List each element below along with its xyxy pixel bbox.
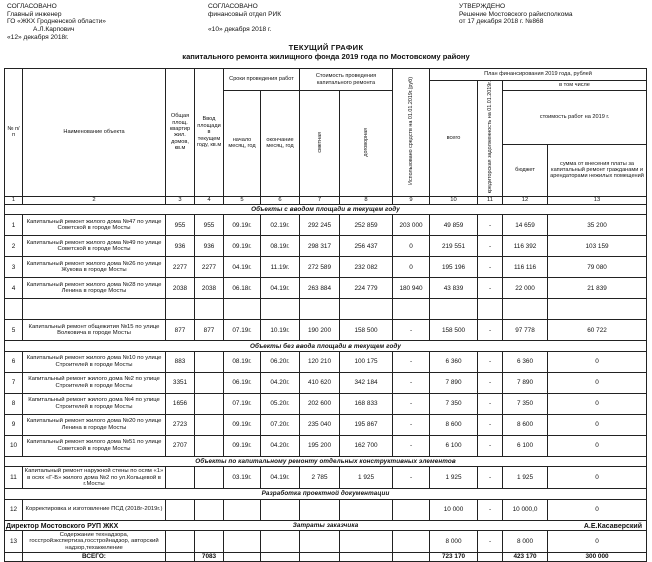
- cell-credit: -: [478, 414, 503, 435]
- cell-credit: -: [478, 236, 503, 257]
- column-number: 13: [548, 196, 647, 204]
- cell-credit: [478, 299, 503, 320]
- table-row: [5, 499, 647, 520]
- cell-object-name: Капитальный ремонт жилого дома №10 по улице Строителей в городе Мосты: [23, 351, 166, 372]
- cell-total: 219 551: [430, 236, 478, 257]
- cell-used: [393, 499, 430, 520]
- cell-budget: 116 392: [503, 236, 548, 257]
- table-row: [5, 320, 647, 341]
- cell-contract: 168 833: [340, 393, 393, 414]
- cell-budget: 7 350: [503, 393, 548, 414]
- header-area: Общая площ. квартир жил. домов, кв.м: [166, 69, 195, 197]
- cell-start: 03.19г.: [224, 467, 261, 489]
- cell-fees: 103 159: [548, 236, 647, 257]
- cell-end: [261, 531, 300, 553]
- cell-budget: 6 360: [503, 351, 548, 372]
- cell-start: 09.19г.: [224, 414, 261, 435]
- approval-date: «10» декабря 2018 г.: [208, 26, 272, 34]
- cell-total: 723 170: [430, 553, 478, 562]
- cell-fees: 21 839: [548, 278, 647, 299]
- cell-commission: [195, 414, 224, 435]
- cell-area: [166, 531, 195, 553]
- cell-total: 43 839: [430, 278, 478, 299]
- cell-commission: [195, 499, 224, 520]
- cell-credit: -: [478, 531, 503, 553]
- approval-line: ГО «ЖКХ Гродненской области»: [7, 18, 106, 26]
- cell-estimate: [300, 531, 340, 553]
- header-name: Наименование объекта: [23, 69, 166, 197]
- section-title: Затраты заказчика: [5, 520, 647, 531]
- cell-end: 10.19г.: [261, 320, 300, 341]
- header-estimate: [300, 91, 340, 197]
- cell-fees: 0: [548, 393, 647, 414]
- cell-object-name: Капитальный ремонт жилого дома №49 по улице Советской в городе Мосты: [23, 236, 166, 257]
- cell-num: [5, 553, 23, 562]
- header-total: всего: [430, 81, 478, 197]
- cell-start: 06.18г.: [224, 278, 261, 299]
- cell-used: -: [393, 372, 430, 393]
- cell-used: -: [393, 414, 430, 435]
- cell-estimate: 263 884: [300, 278, 340, 299]
- approval-heading: СОГЛАСОВАНО: [7, 3, 57, 10]
- section-row: [5, 456, 647, 467]
- cell-end: [261, 299, 300, 320]
- cell-num: 9: [5, 414, 23, 435]
- approval-executive-committee: [459, 3, 573, 26]
- cell-estimate: 298 317: [300, 236, 340, 257]
- column-number: 11: [478, 196, 503, 204]
- cell-end: 04.19г.: [261, 278, 300, 299]
- header-budget: бюджет: [503, 144, 548, 196]
- column-number: 10: [430, 196, 478, 204]
- cell-total: 8 600: [430, 414, 478, 435]
- cell-num: 3: [5, 257, 23, 278]
- cell-commission: 877: [195, 320, 224, 341]
- cell-area: [166, 499, 195, 520]
- cell-total: 7 350: [430, 393, 478, 414]
- director-signature: А.Е.Касаверский: [583, 523, 642, 530]
- table-row: [5, 414, 647, 435]
- header-used-text: Использовано средств на 01.01.2019г.(руб): [408, 77, 415, 186]
- cell-num: 1: [5, 215, 23, 236]
- cell-contract: 1 925: [340, 467, 393, 489]
- header-contract-text: договорная: [363, 127, 369, 157]
- cell-credit: -: [478, 320, 503, 341]
- cell-budget: [503, 299, 548, 320]
- cell-start: 09.19г.: [224, 435, 261, 456]
- cell-object-name: Капитальный ремонт жилого дома №28 по улице Ленина в городе Мосты: [23, 278, 166, 299]
- cell-start: 09.19г.: [224, 215, 261, 236]
- cell-fees: 35 200: [548, 215, 647, 236]
- cell-contract: 158 500: [340, 320, 393, 341]
- column-number: 9: [393, 196, 430, 204]
- footer: [6, 522, 646, 531]
- table-row: [5, 215, 647, 236]
- cell-total: 6 360: [430, 351, 478, 372]
- header-including: в том числе: [503, 81, 647, 91]
- cell-budget: 10 000,0: [503, 499, 548, 520]
- approval-block: [0, 0, 652, 44]
- cell-end: [261, 499, 300, 520]
- schedule-body: [5, 204, 647, 561]
- cell-credit: -: [478, 351, 503, 372]
- approval-heading: УТВЕРЖДЕНО: [459, 3, 506, 10]
- cell-estimate: 292 245: [300, 215, 340, 236]
- cell-object-name: Капитальный ремонт жилого дома №20 по улице Ленина в городе Мосты: [23, 414, 166, 435]
- title-line-2: капитального ремонта жилищного фонда 2019 года по Мостовскому району: [182, 51, 470, 61]
- cell-estimate: [300, 299, 340, 320]
- cell-end: 07.20г.: [261, 414, 300, 435]
- cell-fees: 0: [548, 372, 647, 393]
- cell-total: 6 100: [430, 435, 478, 456]
- cell-end: 08.19г.: [261, 236, 300, 257]
- header-works-cost: стоимость работ на 2019 г.: [503, 91, 647, 145]
- section-row: [5, 489, 647, 500]
- column-number: 5: [224, 196, 261, 204]
- cell-fees: 79 080: [548, 257, 647, 278]
- cell-object-name: Капитальный ремонт жилого дома №26 по улице Жукова в городе Мосты: [23, 257, 166, 278]
- cell-total: [430, 299, 478, 320]
- cell-budget: 116 116: [503, 257, 548, 278]
- column-number: 6: [261, 196, 300, 204]
- column-number: 8: [340, 196, 393, 204]
- director-title: Директор Мостовского РУП ЖКХ: [6, 523, 119, 530]
- cell-fees: 0: [548, 435, 647, 456]
- header-credit: [478, 81, 503, 197]
- cell-total: 158 500: [430, 320, 478, 341]
- section-row: [5, 204, 647, 215]
- header-terms: Сроки проведения работ: [224, 69, 300, 91]
- column-number: 2: [23, 196, 166, 204]
- cell-area: 936: [166, 236, 195, 257]
- cell-used: 180 940: [393, 278, 430, 299]
- header-cost: Стоимость проведения капитального ремонта: [300, 69, 393, 91]
- cell-end: 04.20г.: [261, 435, 300, 456]
- column-number: 4: [195, 196, 224, 204]
- cell-end: 04.19г.: [261, 467, 300, 489]
- cell-object-name: Капитальный ремонт жилого дома №2 по улице Строителей в городе Мосты: [23, 372, 166, 393]
- cell-area: 877: [166, 320, 195, 341]
- cell-contract: [340, 299, 393, 320]
- cell-estimate: 195 200: [300, 435, 340, 456]
- cell-commission: [195, 393, 224, 414]
- cell-contract: 252 859: [340, 215, 393, 236]
- cell-estimate: 2 785: [300, 467, 340, 489]
- approval-line: от 17 декабря 2018 г. №868: [459, 18, 544, 26]
- cell-start: 08.19г.: [224, 351, 261, 372]
- cell-fees: 0: [548, 499, 647, 520]
- cell-object-name: Капитальный ремонт жилого дома №51 по улице Советской в городе Мосты: [23, 435, 166, 456]
- section-title: Объекты с вводом площади в текущем году: [5, 204, 647, 215]
- cell-start: [224, 299, 261, 320]
- cell-commission: 2277: [195, 257, 224, 278]
- cell-commission: 936: [195, 236, 224, 257]
- cell-estimate: 202 600: [300, 393, 340, 414]
- section-row: [5, 341, 647, 352]
- cell-total: 49 859: [430, 215, 478, 236]
- cell-area: 2038: [166, 278, 195, 299]
- approval-line: финансовый отдел РИК: [208, 10, 282, 18]
- cell-credit: -: [478, 393, 503, 414]
- cell-estimate: [300, 499, 340, 520]
- cell-used: 0: [393, 257, 430, 278]
- header-credit-text: кредиторская задолженность на 01.01.2019г.: [487, 81, 494, 194]
- cell-contract: [340, 553, 393, 562]
- cell-commission: [195, 467, 224, 489]
- cell-contract: 256 437: [340, 236, 393, 257]
- header-contract: [340, 91, 393, 197]
- cell-area: 2277: [166, 257, 195, 278]
- cell-end: 02.19г.: [261, 215, 300, 236]
- cell-used: 0: [393, 236, 430, 257]
- cell-used: 203 000: [393, 215, 430, 236]
- approval-date: «12» декабря 2018г.: [7, 33, 69, 41]
- cell-credit: [478, 553, 503, 562]
- cell-end: [261, 553, 300, 562]
- cell-commission: [195, 372, 224, 393]
- cell-used: [393, 531, 430, 553]
- cell-commission: 955: [195, 215, 224, 236]
- cell-fees: 60 722: [548, 320, 647, 341]
- cell-num: [5, 299, 23, 320]
- header-commission: Ввод площади в текущем году, кв.м: [195, 69, 224, 197]
- cell-num: 12: [5, 499, 23, 520]
- cell-object-name: [23, 299, 166, 320]
- cell-estimate: 272 589: [300, 257, 340, 278]
- cell-fees: 0: [548, 414, 647, 435]
- cell-end: 04.20г.: [261, 372, 300, 393]
- cell-budget: 8 000: [503, 531, 548, 553]
- cell-total: 8 000: [430, 531, 478, 553]
- cell-budget: 6 100: [503, 435, 548, 456]
- cell-total: 10 000: [430, 499, 478, 520]
- cell-area: [166, 299, 195, 320]
- cell-commission: [195, 351, 224, 372]
- cell-credit: -: [478, 278, 503, 299]
- cell-object-name: Содержание технадзора, госстройэкспертиза,госстройнадзор, авторский надзор,техаккеление: [23, 531, 166, 553]
- cell-commission: [195, 299, 224, 320]
- cell-num: 5: [5, 320, 23, 341]
- cell-budget: 423 170: [503, 553, 548, 562]
- approval-housing: [7, 3, 106, 42]
- table-row: [5, 393, 647, 414]
- cell-start: 04.19г.: [224, 257, 261, 278]
- cell-end: 05.20г.: [261, 393, 300, 414]
- approval-heading: СОГЛАСОВАНО: [208, 3, 258, 10]
- column-number: 3: [166, 196, 195, 204]
- cell-budget: 14 659: [503, 215, 548, 236]
- table-row: [5, 435, 647, 456]
- cell-used: [393, 553, 430, 562]
- cell-contract: 224 779: [340, 278, 393, 299]
- cell-estimate: [300, 553, 340, 562]
- column-number: 12: [503, 196, 548, 204]
- header-estimate-text: сметная: [316, 131, 323, 153]
- cell-contract: 342 184: [340, 372, 393, 393]
- cell-object-name: ВСЕГО:: [23, 553, 166, 562]
- table-row: [5, 236, 647, 257]
- cell-used: -: [393, 467, 430, 489]
- approval-signature: А.Л.Карпович: [33, 26, 75, 34]
- cell-fees: [548, 299, 647, 320]
- cell-used: -: [393, 393, 430, 414]
- total-row: [5, 553, 647, 562]
- cell-contract: 100 175: [340, 351, 393, 372]
- cell-budget: 97 778: [503, 320, 548, 341]
- cell-start: [224, 553, 261, 562]
- cell-fees: 0: [548, 467, 647, 489]
- table-row: [5, 257, 647, 278]
- cell-contract: 195 867: [340, 414, 393, 435]
- section-title: Объекты по капитальному ремонту отдельных конструктивных элементов: [5, 456, 647, 467]
- header-used: [393, 69, 430, 197]
- approval-finance: [208, 3, 281, 34]
- cell-start: [224, 531, 261, 553]
- cell-num: 8: [5, 393, 23, 414]
- cell-budget: 1 925: [503, 467, 548, 489]
- cell-estimate: 410 620: [300, 372, 340, 393]
- cell-area: [166, 553, 195, 562]
- cell-object-name: Капитальный ремонт жилого дома №4 по улице Строителей в городе Мосты: [23, 393, 166, 414]
- table-row: [5, 351, 647, 372]
- column-number-row: [5, 196, 647, 204]
- document-title: [0, 44, 652, 62]
- cell-used: -: [393, 435, 430, 456]
- header-num: № п/п: [5, 69, 23, 197]
- cell-start: 07.19г.: [224, 393, 261, 414]
- cell-fees: 300 000: [548, 553, 647, 562]
- cell-area: 2707: [166, 435, 195, 456]
- cell-credit: -: [478, 215, 503, 236]
- cell-credit: -: [478, 257, 503, 278]
- cell-budget: 22 000: [503, 278, 548, 299]
- cell-budget: 8 600: [503, 414, 548, 435]
- column-number: 7: [300, 196, 340, 204]
- cell-area: 1656: [166, 393, 195, 414]
- table-row: [5, 531, 647, 553]
- table-row: [5, 278, 647, 299]
- cell-fees: 0: [548, 531, 647, 553]
- cell-object-name: Корректировка и изготовление ПСД (2018г-2019г.): [23, 499, 166, 520]
- cell-object-name: Капитальный ремонт жилого дома №47 по улице Советской в городе Мосты: [23, 215, 166, 236]
- cell-start: 06.19г.: [224, 372, 261, 393]
- cell-credit: -: [478, 499, 503, 520]
- cell-commission: [195, 435, 224, 456]
- header-fees: сумма от внесения платы за капитальный ремонт гражданами и арендаторами нежилых помещений: [548, 144, 647, 196]
- cell-budget: 7 890: [503, 372, 548, 393]
- cell-estimate: 235 040: [300, 414, 340, 435]
- table-row: [5, 467, 647, 489]
- title-line-1: ТЕКУЩИЙ ГРАФИК: [288, 43, 364, 52]
- cell-contract: 232 082: [340, 257, 393, 278]
- schedule-table: [4, 68, 647, 562]
- cell-num: 2: [5, 236, 23, 257]
- cell-area: 883: [166, 351, 195, 372]
- section-title: Разработка проектной документации: [5, 489, 647, 500]
- cell-commission: 2038: [195, 278, 224, 299]
- cell-commission: [195, 531, 224, 553]
- section-title: Объекты без ввода площади в текущем году: [5, 341, 647, 352]
- header-end: окончание месяц, год: [261, 91, 300, 197]
- cell-start: [224, 499, 261, 520]
- cell-used: -: [393, 320, 430, 341]
- header-start: начало месяц, год: [224, 91, 261, 197]
- cell-credit: -: [478, 467, 503, 489]
- cell-num: 6: [5, 351, 23, 372]
- cell-total: 7 890: [430, 372, 478, 393]
- cell-num: 7: [5, 372, 23, 393]
- cell-num: 4: [5, 278, 23, 299]
- cell-area: 955: [166, 215, 195, 236]
- cell-estimate: 190 200: [300, 320, 340, 341]
- cell-area: [166, 467, 195, 489]
- cell-area: 2723: [166, 414, 195, 435]
- cell-area: 3351: [166, 372, 195, 393]
- table-row: [5, 299, 647, 320]
- cell-contract: [340, 531, 393, 553]
- cell-commission: 7083: [195, 553, 224, 562]
- cell-used: -: [393, 351, 430, 372]
- cell-contract: [340, 499, 393, 520]
- cell-num: 11: [5, 467, 23, 489]
- column-number: 1: [5, 196, 23, 204]
- cell-credit: -: [478, 435, 503, 456]
- cell-start: 09.19г.: [224, 236, 261, 257]
- cell-object-name: Капитальный ремонт общежития №15 по улице Волковича в городе Мосты: [23, 320, 166, 341]
- approval-line: Главный инженер: [7, 10, 62, 18]
- cell-estimate: 120 210: [300, 351, 340, 372]
- cell-end: 06.20г.: [261, 351, 300, 372]
- cell-used: [393, 299, 430, 320]
- cell-num: 13: [5, 531, 23, 553]
- cell-total: 195 196: [430, 257, 478, 278]
- cell-total: 1 925: [430, 467, 478, 489]
- cell-num: 10: [5, 435, 23, 456]
- cell-end: 11.19г.: [261, 257, 300, 278]
- table-row: [5, 372, 647, 393]
- cell-credit: -: [478, 372, 503, 393]
- approval-line: Решение Мостовского райисполкома: [459, 10, 573, 18]
- cell-object-name: Капитальный ремонт наружной стены по осям «1» в осях «Г-Б» жилого дома №2 по ул.Кольцевой в г.Мосты: [23, 467, 166, 489]
- cell-fees: 0: [548, 351, 647, 372]
- header-plan: План финансирования 2019 года, рублей: [430, 69, 647, 81]
- cell-start: 07.19г.: [224, 320, 261, 341]
- cell-contract: 162 700: [340, 435, 393, 456]
